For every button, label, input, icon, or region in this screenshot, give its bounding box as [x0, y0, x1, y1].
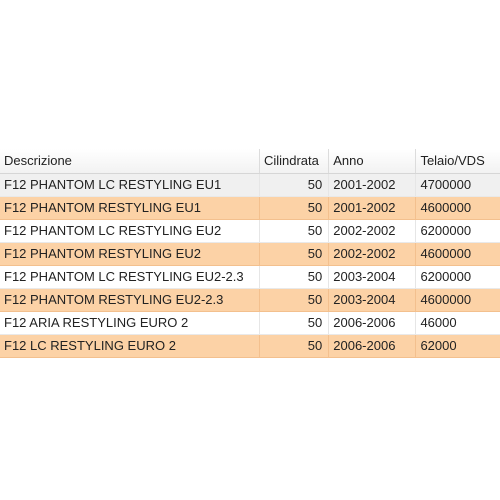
cell-telaio: 4600000 — [416, 242, 500, 265]
table-row[interactable] — [0, 219, 500, 242]
cell-anno: 2002-2002 — [329, 219, 416, 242]
column-header-anno[interactable]: Anno — [329, 149, 416, 173]
cell-anno: 2002-2002 — [329, 242, 416, 265]
cell-anno: 2003-2004 — [329, 288, 416, 311]
cell-descrizione: F12 PHANTOM LC RESTYLING EU2-2.3 — [0, 265, 259, 288]
cell-cilindrata: 50 — [259, 334, 328, 357]
cell-cilindrata: 50 — [259, 173, 328, 196]
column-header-cilindrata[interactable]: Cilindrata — [259, 149, 328, 173]
cell-cilindrata: 50 — [259, 265, 328, 288]
cell-cilindrata: 50 — [259, 311, 328, 334]
cell-anno: 2001-2002 — [329, 173, 416, 196]
cell-telaio: 4600000 — [416, 288, 500, 311]
cell-telaio: 6200000 — [416, 265, 500, 288]
cell-telaio: 4700000 — [416, 173, 500, 196]
cell-telaio: 62000 — [416, 334, 500, 357]
cell-descrizione: F12 PHANTOM RESTYLING EU2 — [0, 242, 259, 265]
table-row[interactable] — [0, 288, 500, 311]
table-row[interactable] — [0, 334, 500, 357]
cell-anno: 2006-2006 — [329, 311, 416, 334]
cell-descrizione: F12 PHANTOM RESTYLING EU1 — [0, 196, 259, 219]
column-header-telaio[interactable]: Telaio/VDS — [416, 149, 500, 173]
cell-telaio: 6200000 — [416, 219, 500, 242]
cell-descrizione: F12 PHANTOM RESTYLING EU2-2.3 — [0, 288, 259, 311]
cell-descrizione: F12 LC RESTYLING EURO 2 — [0, 334, 259, 357]
cell-cilindrata: 50 — [259, 288, 328, 311]
cell-descrizione: F12 ARIA RESTYLING EURO 2 — [0, 311, 259, 334]
cell-cilindrata: 50 — [259, 219, 328, 242]
cell-anno: 2006-2006 — [329, 334, 416, 357]
vehicle-table-container — [0, 149, 500, 358]
table-row[interactable] — [0, 265, 500, 288]
table-row[interactable] — [0, 173, 500, 196]
cell-descrizione: F12 PHANTOM LC RESTYLING EU2 — [0, 219, 259, 242]
table-row[interactable] — [0, 311, 500, 334]
vehicle-table — [0, 149, 500, 358]
cell-cilindrata: 50 — [259, 196, 328, 219]
table-row[interactable] — [0, 196, 500, 219]
cell-cilindrata: 50 — [259, 242, 328, 265]
cell-anno: 2003-2004 — [329, 265, 416, 288]
table-header-row — [0, 149, 500, 173]
cell-telaio: 46000 — [416, 311, 500, 334]
cell-descrizione: F12 PHANTOM LC RESTYLING EU1 — [0, 173, 259, 196]
column-header-descrizione[interactable]: Descrizione — [0, 149, 259, 173]
cell-telaio: 4600000 — [416, 196, 500, 219]
cell-anno: 2001-2002 — [329, 196, 416, 219]
table-row[interactable] — [0, 242, 500, 265]
